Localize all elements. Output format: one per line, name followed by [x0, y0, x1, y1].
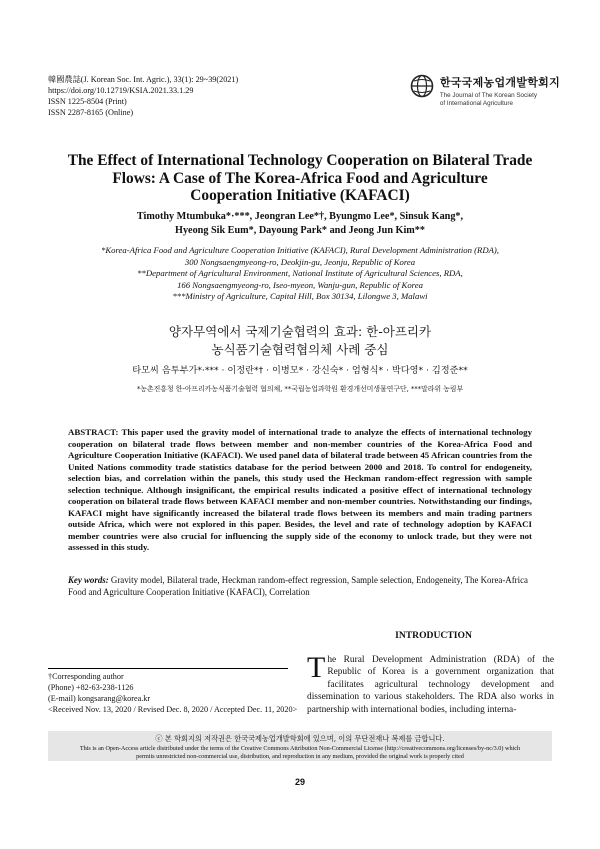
- society-logo: [410, 74, 560, 108]
- doi-link[interactable]: https://doi.org/10.12719/KSIA.2021.33.1.29: [48, 86, 194, 95]
- introduction-paragraph: [307, 651, 554, 716]
- korean-affiliations: *농촌진흥청 한-아프리카농식품기술협력 협의체, **국립농업과학원 환경개선미생물연구단, ***말라위 농림부: [136, 385, 464, 393]
- affiliation-line: *Korea-Africa Food and Agriculture Cooperation Initiative (KAFACI), Rural Development Administration (RDA),: [101, 245, 499, 255]
- keywords-text: Gravity model, Bilateral trade, Heckman random-effect regression, Sample selection, Endogeneity, The Korea-Africa Food and Agriculture Cooperation Initiative (KAFACI), Correlation: [68, 575, 528, 597]
- corresponding-author-label: †Corresponding author: [48, 672, 124, 681]
- journal-citation: 韓國農誌(J. Korean Soc. Int. Agric.), 33(1): 29~39(2021): [48, 75, 239, 84]
- email-address[interactable]: (E-mail) kongsarang@korea.kr: [48, 694, 151, 703]
- affiliation-line: **Department of Agricultural Environment, National Institute of Agricultural Sciences, RDA,: [137, 268, 463, 279]
- license-text: [48, 745, 552, 761]
- title-line: Cooperation Initiative (KAFACI): [190, 187, 410, 204]
- license-line: This is an Open-Access article distributed under the terms of the Creative Commons Attribution Non-Commercial License (http://creativecommons.org/licenses/by-nc/3.0) which: [79, 745, 521, 752]
- abstract-text: This paper used the gravity model of international trade to analyze the effects of international technology cooperation on bilateral trade flows between member and non-member countries of the Korea-Africa Food and Agriculture Cooperation Initiative (KAFACI). We used panel data of bilateral trade between 45 African countries from the United Nations commodity trade statistics database for the period between 2000 and 2018. To control for endogeneity, selection bias, and correlation within the panels, this study used the Heckman random-effect regression with sample selection technique. Although insignificant, the empirical results indicated a positive effect of international technology cooperation on bilateral trade flows between KAFACI member and non-member countries. Notwithstanding our findings, KAFACI might have significantly increased the bilateral trade flows between its members and main trading partners outside Africa, which were not explored in this paper. Besides, the level and rate of technology adoption by KAFACI member countries were also crucial for influencing the supply side of the economy to unlock trade, but they were not assessed in this study.: [68, 427, 532, 553]
- korean-authors: 타모씨 음투부가*·*** · 이정란*† · 이병모* · 강신숙* · 엄형식* · 박다영* · 김정준**: [132, 365, 468, 376]
- abstract: [68, 427, 532, 554]
- society-english-name-1: The Journal of The Korean Society: [439, 92, 538, 99]
- affiliation-line: ***Ministry of Agriculture, Capital Hill, Box 30134, Lilongwe 3, Malawi: [172, 291, 428, 302]
- license-line: permits unrestricted non-commercial use, distribution, and reproduction in any medium, provided the original work is properly cited: [136, 753, 464, 760]
- affiliation-line: 300 Nongsaengmyeong-ro, Deokjin-gu, Jeonju, Republic of Korea: [184, 256, 416, 267]
- globe-icon: [410, 74, 434, 98]
- paper-title: [60, 152, 540, 205]
- author-line: Hyeong Sik Eum*, Dayoung Park* and Jeong Jun Kim**: [175, 225, 425, 236]
- footnote: [48, 671, 297, 715]
- korean-title-line: 양자무역에서 국제기술협력의 효과: 한-아프리카: [168, 324, 432, 339]
- keywords: [68, 575, 532, 598]
- introduction-heading: INTRODUCTION: [395, 630, 472, 641]
- title-line: The Effect of International Technology Cooperation on Bilateral Trade: [67, 152, 533, 169]
- keywords-label: Key words:: [68, 575, 109, 585]
- society-korean-name: 한국국제농업개발학회지: [439, 76, 560, 89]
- korean-title: [60, 323, 540, 359]
- license-box: [48, 731, 552, 761]
- korean-title-line: 농식품기술협력협의체 사례 중심: [211, 342, 389, 357]
- issn-online: ISSN 2287-8165 (Online): [48, 108, 134, 117]
- abstract-label: ABSTRACT:: [68, 427, 119, 437]
- journal-header: [48, 74, 238, 118]
- footnote-divider: [48, 668, 288, 669]
- page-number: 29: [294, 777, 305, 787]
- affiliation-line: 166 Nongsaengmyeong-ro, Iseo-myeon, Wanju-gun, Republic of Korea: [177, 279, 423, 290]
- author-line: Timothy Mtumbuka*·***, Jeongran Lee*†, Byungmo Lee*, Sinsuk Kang*,: [136, 211, 464, 222]
- received-dates: <Received Nov. 13, 2020 / Revised Dec. 8, 2020 / Accepted Dec. 11, 2020>: [48, 705, 298, 714]
- issn-print: ISSN 1225-8504 (Print): [48, 97, 127, 106]
- title-line: Flows: A Case of The Korea-Africa Food and Agriculture: [112, 169, 488, 187]
- phone-number: (Phone) +82-63-238-1126: [48, 683, 134, 692]
- affiliations: [40, 245, 560, 303]
- introduction-text: he Rural Development Administration (RDA) of the Republic of Korea is a government organization that facilitates agricultural technology development and dissemination to various stakeholders. The RDA also works in partnership with international bodies, including interna-: [307, 655, 554, 715]
- author-list: [60, 210, 540, 238]
- society-english-name-2: of International Agriculture: [439, 100, 513, 107]
- drop-cap: T: [307, 651, 326, 684]
- copyright-notice: ⓒ 본 학회지의 저작권은 한국국제농업개발학회에 있으며, 이의 무단전재나 복제를 금합니다.: [155, 734, 445, 743]
